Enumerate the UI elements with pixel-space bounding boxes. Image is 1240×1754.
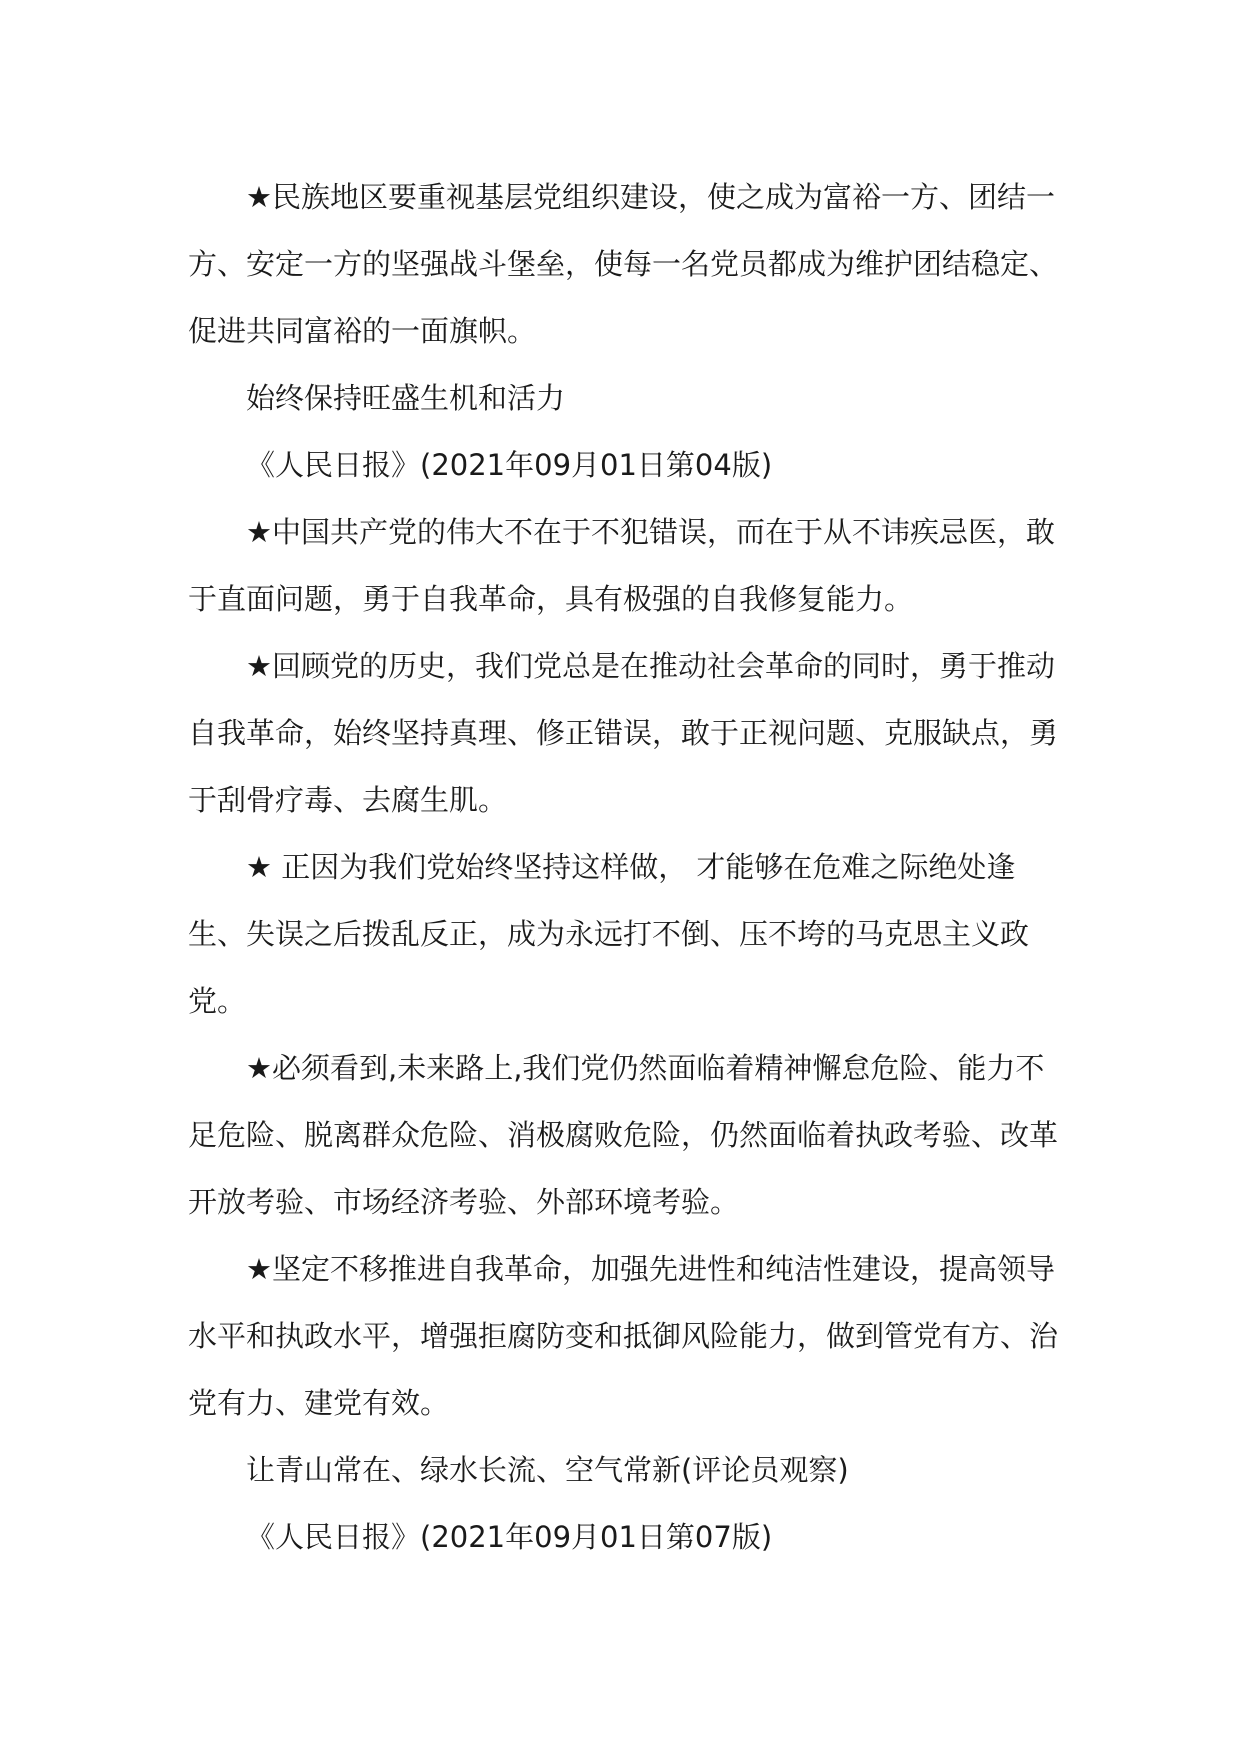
- article-title: 始终保持旺盛生机和活力: [246, 381, 566, 415]
- paragraph-risks: ★必须看到,未来路上,我们党仍然面临着精神懈怠危险、能力不足危险、脱离群众危险、消极腐败危险，仍然面临着执政考验、改革开放考验、市场经济考验、外部环境考验。: [188, 1051, 1059, 1219]
- article-title: 让青山常在、绿水长流、空气常新(评论员观察): [246, 1453, 849, 1487]
- paragraph-ethnic-regions: ★民族地区要重视基层党组织建设，使之成为富裕一方、团结一方、安定一方的坚强战斗堡垒，使每一名党员都成为维护团结稳定、促进共同富裕的一面旗帜。: [188, 180, 1059, 348]
- article-source: 《人民日报》(2021年09月01日第07版): [246, 1520, 773, 1554]
- paragraph-history: ★回顾党的历史，我们党总是在推动社会革命的同时，勇于推动自我革命，始终坚持真理、修正错误，敢于正视问题、克服缺点，勇于刮骨疗毒、去腐生肌。: [188, 649, 1059, 817]
- paragraph-persistence: ★ 正因为我们党始终坚持这样做， 才能够在危难之际绝处逢生、失误之后拨乱反正，成为永远打不倒、压不垮的马克思主义政党。: [188, 850, 1030, 1018]
- paragraph-greatness: ★中国共产党的伟大不在于不犯错误，而在于从不讳疾忌医，敢于直面问题，勇于自我革命，具有极强的自我修复能力。: [188, 515, 1055, 616]
- paragraph-self-revolution: ★坚定不移推进自我革命，加强先进性和纯洁性建设，提高领导水平和执政水平，增强拒腐防变和抵御风险能力，做到管党有方、治党有力、建党有效。: [188, 1252, 1059, 1420]
- document-body: [188, 164, 1068, 1571]
- article-source: 《人民日报》(2021年09月01日第04版): [246, 448, 773, 482]
